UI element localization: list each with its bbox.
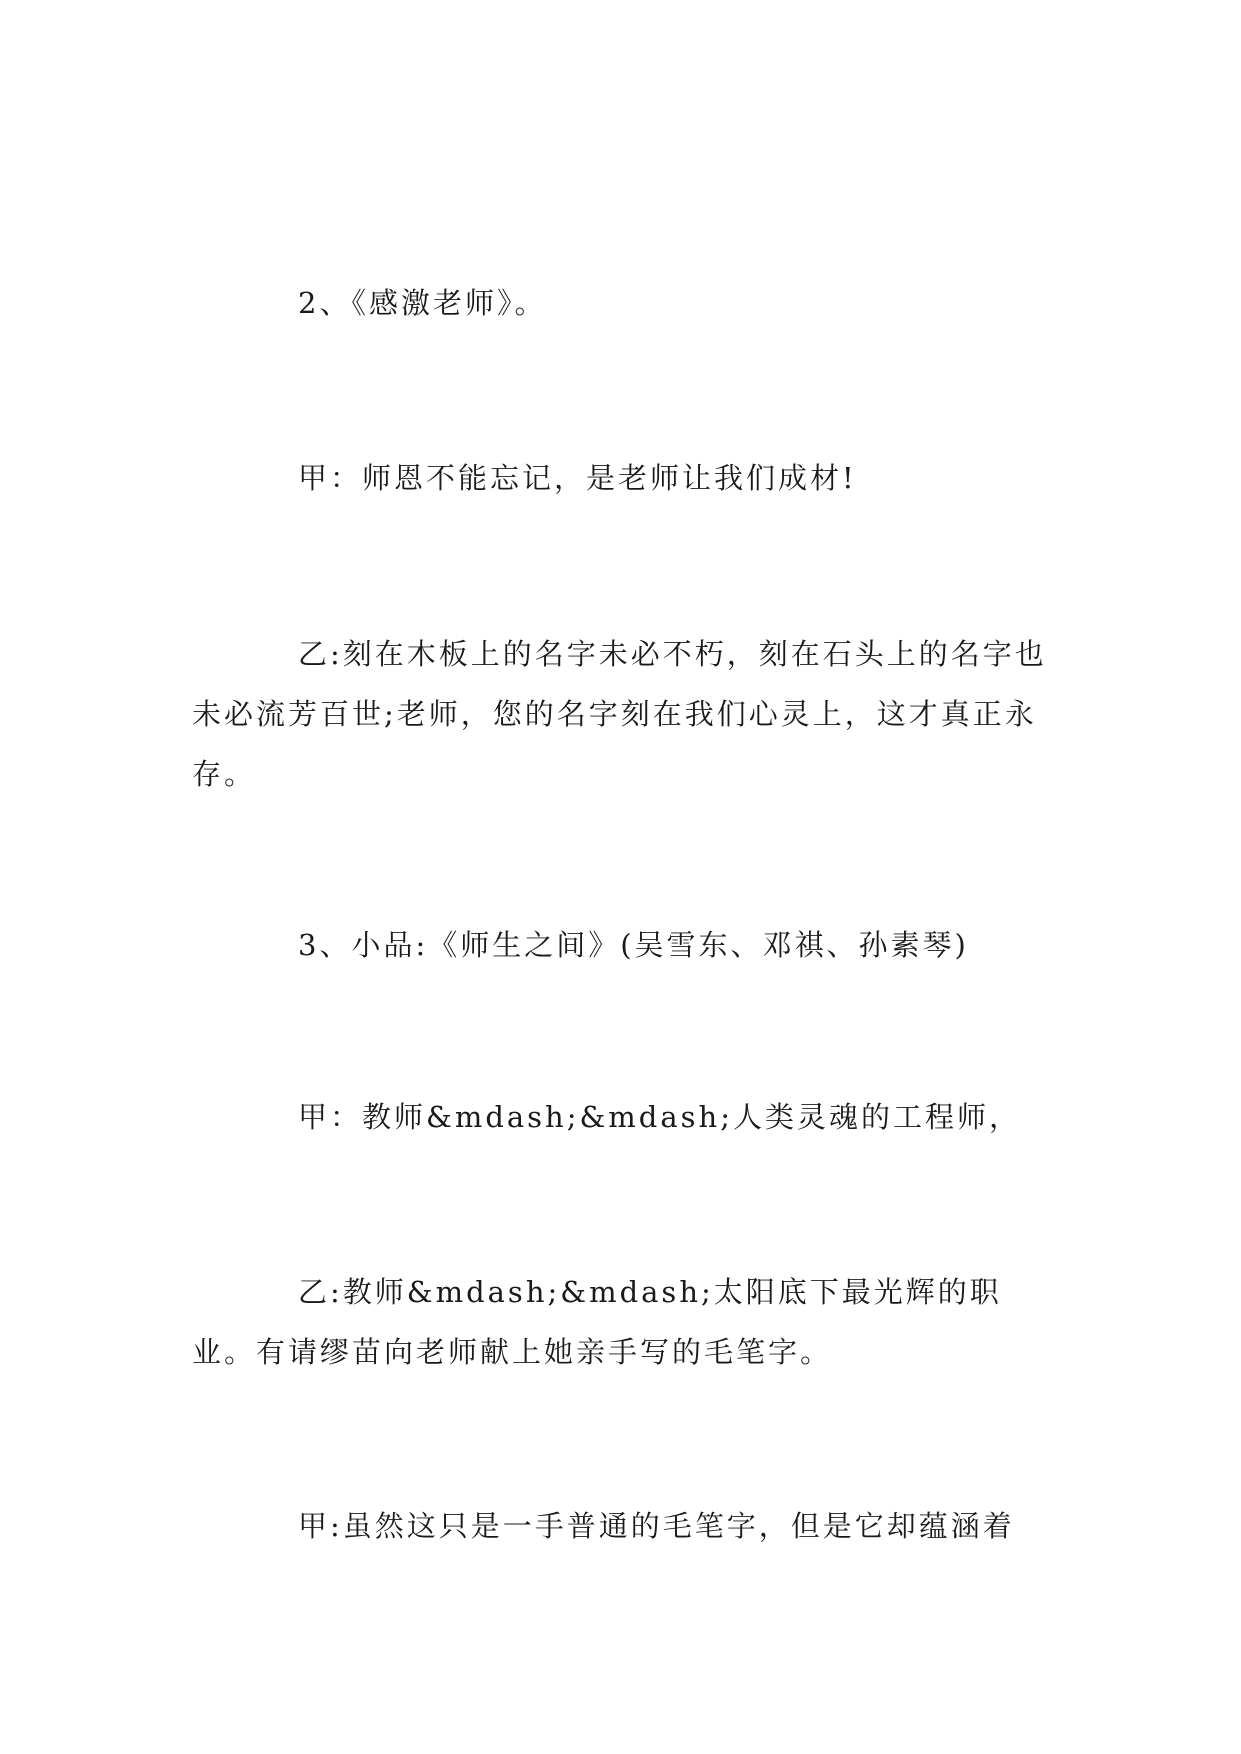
paragraph-section-2-title: 2、《感激老师》。 [298, 286, 547, 320]
paragraph-yi-line-1: 乙:刻在木板上的名字未必不朽，刻在石头上的名字也未必流芳百世;老师，您的名字刻在我们心灵上，这才真正永存。 [192, 637, 1047, 791]
paragraph-section-3-title: 3、小品:《师生之间》(吴雪东、邓祺、孙素琴) [298, 928, 969, 962]
paragraph-jia-line-3: 甲:虽然这只是一手普通的毛笔字，但是它却蕴涵着 [298, 1509, 1015, 1543]
paragraph-jia-line-1: 甲：师恩不能忘记，是老师让我们成材! [298, 461, 857, 495]
paragraph-jia-line-2: 甲：教师&mdash;&mdash;人类灵魂的工程师， [298, 1100, 1021, 1134]
paragraph-yi-line-2: 乙:教师&mdash;&mdash;太阳底下最光辉的职业。有请缪苗向老师献上她亲手写的毛笔字。 [192, 1275, 1002, 1369]
